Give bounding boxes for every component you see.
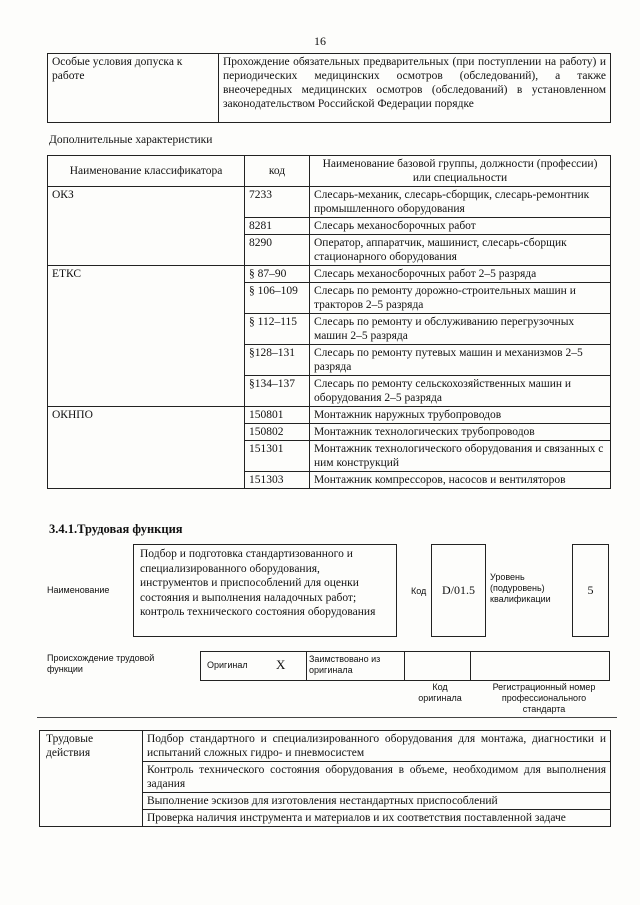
origin-label: Происхождение трудовой функции	[47, 653, 155, 674]
function-level-value: 5	[572, 544, 609, 637]
classifier-code: 151303	[245, 472, 310, 489]
origin-reg-caption: Регистрационный номер профессионального стандарта	[492, 682, 596, 714]
classifier-title: Слесарь по ремонту путевых машин и механизмов 2–5 разряда	[310, 345, 611, 376]
action-item: Проверка наличия инструмента и материалов и их соответствия поставленной задаче	[143, 810, 611, 827]
classifier-code: 8281	[245, 218, 310, 235]
origin-box	[200, 651, 610, 681]
classifier-name: ЕТКС	[48, 266, 245, 407]
action-item: Контроль технического состояния оборудования в объеме, необходимом для выполнения задания	[143, 762, 611, 793]
origin-borrowed-label: Заимствовано из оригинала	[309, 654, 381, 675]
function-code-label: Код	[411, 586, 427, 596]
classifier-title: Монтажник компрессоров, насосов и вентиляторов	[310, 472, 611, 489]
classifier-code: 8290	[245, 235, 310, 266]
origin-original-label: Оригинал	[207, 660, 248, 670]
page-number: 16	[314, 34, 326, 48]
access-conditions-table	[47, 53, 611, 123]
classifier-name: ОКЗ	[48, 187, 245, 266]
origin-divider	[404, 651, 405, 681]
table-row	[48, 266, 611, 283]
classifier-name: ОКНПО	[48, 407, 245, 489]
access-conditions-text: Прохождение обязательных предварительных (при поступлении на работу) и периодических медицинских осмотров (обследований), а также внеочередных медицинских осмотров (обследований) в установленном законодательством Российской Федерации порядке	[219, 54, 611, 123]
additional-characteristics-title: Дополнительные характеристики	[49, 134, 213, 146]
classifier-title: Слесарь-механик, слесарь-сборщик, слесарь-ремонтник промышленного оборудования	[310, 187, 611, 218]
table-row	[48, 407, 611, 424]
classifier-code: 150801	[245, 407, 310, 424]
header-title: Наименование базовой группы, должности (профессии) или специальности	[310, 156, 611, 187]
actions-table	[39, 730, 611, 827]
classifier-title: Слесарь по ремонту дорожно-строительных машин и тракторов 2–5 разряда	[310, 283, 611, 314]
function-level-label: Уровень (подуровень) квалификации	[490, 572, 551, 604]
classifier-title: Слесарь механосборочных работ 2–5 разряда	[310, 266, 611, 283]
classifier-header-row	[48, 156, 611, 187]
function-code-value: D/01.5	[431, 544, 486, 637]
classifier-title: Слесарь по ремонту и обслуживанию перегрузочных машин 2–5 разряда	[310, 314, 611, 345]
classifier-table	[47, 155, 611, 489]
classifier-code: §128–131	[245, 345, 310, 376]
section-divider	[37, 717, 617, 718]
classifier-title: Монтажник технологического оборудования и связанных с ним конструкций	[310, 441, 611, 472]
classifier-code: § 87–90	[245, 266, 310, 283]
classifier-code: 150802	[245, 424, 310, 441]
origin-original-mark: X	[276, 657, 286, 672]
classifier-title: Слесарь механосборочных работ	[310, 218, 611, 235]
origin-divider	[470, 651, 471, 681]
classifier-code: § 112–115	[245, 314, 310, 345]
table-row	[40, 731, 611, 762]
action-item: Выполнение эскизов для изготовления нестандартных приспособлений	[143, 793, 611, 810]
classifier-code: 7233	[245, 187, 310, 218]
actions-label: Трудовые действия	[40, 731, 143, 827]
table-row	[48, 187, 611, 218]
origin-code-caption: Код оригинала	[418, 682, 462, 703]
header-classifier: Наименование классификатора	[48, 156, 245, 187]
origin-divider	[306, 651, 307, 681]
classifier-title: Оператор, аппаратчик, машинист, слесарь-сборщик стационарного оборудования	[310, 235, 611, 266]
access-conditions-label: Особые условия допуска к работе	[48, 54, 219, 123]
function-name-label: Наименование	[47, 585, 110, 595]
classifier-code: §134–137	[245, 376, 310, 407]
classifier-code: § 106–109	[245, 283, 310, 314]
action-item: Подбор стандартного и специализированного оборудования для монтажа, диагностики и испытаний сложных гидро- и пневмосистем	[143, 731, 611, 762]
function-heading: 3.4.1.Трудовая функция	[49, 522, 183, 536]
function-name-value: Подбор и подготовка стандартизованного и специализированного оборудования, инструментов и приспособлений для оценки состояния и выполнения наладочных работ; контроль технического состояния оборудования	[133, 544, 397, 637]
classifier-code: 151301	[245, 441, 310, 472]
classifier-title: Монтажник наружных трубопроводов	[310, 407, 611, 424]
header-code: код	[245, 156, 310, 187]
classifier-title: Слесарь по ремонту сельскохозяйственных машин и оборудования 2–5 разряда	[310, 376, 611, 407]
classifier-title: Монтажник технологических трубопроводов	[310, 424, 611, 441]
